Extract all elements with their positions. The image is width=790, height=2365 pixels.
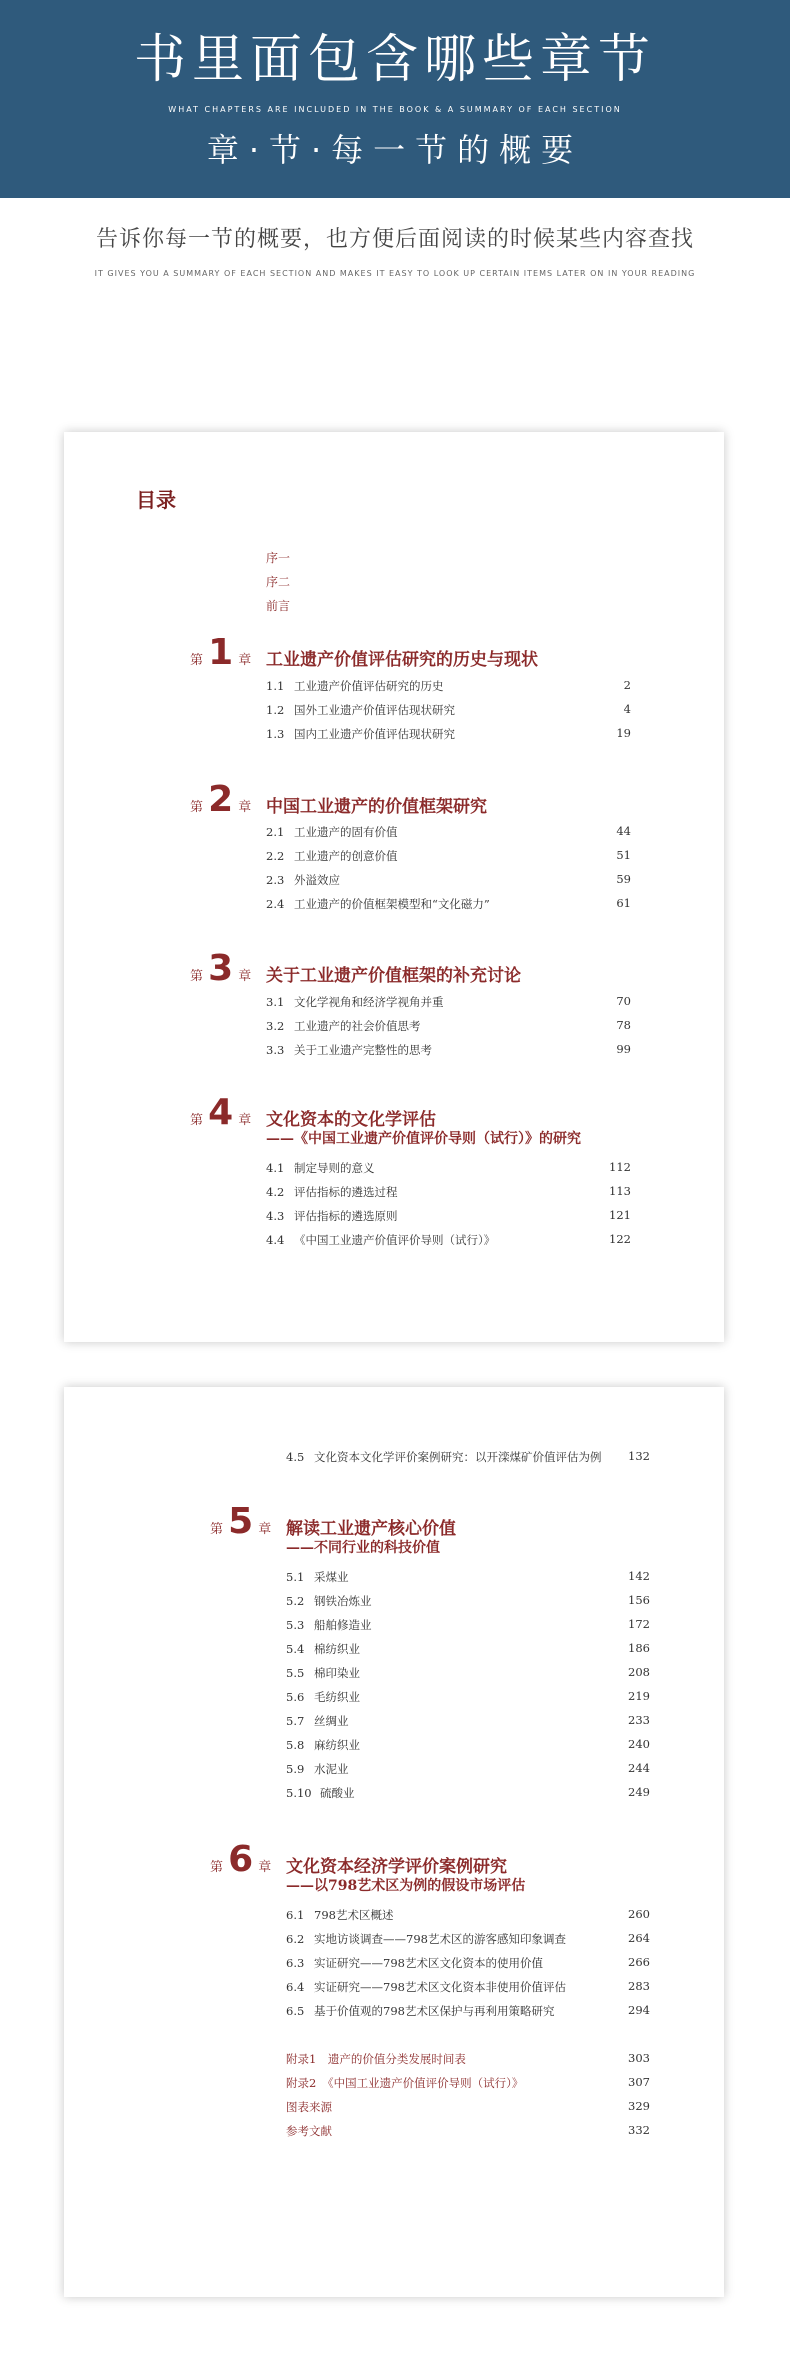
toc-page-number: 240 — [628, 1737, 650, 1751]
toc-entry: 4.5 文化资本文化学评价案例研究：以开滦煤矿价值评估为例 — [286, 1450, 602, 1464]
toc-entry: 4.3 评估指标的遴选原则 — [266, 1209, 398, 1223]
toc-page-number: 233 — [628, 1713, 650, 1727]
toc-page-number: 249 — [628, 1785, 650, 1799]
toc-entry: 6.2 实地访谈调查——798艺术区的游客感知印象调查 — [286, 1932, 566, 1946]
appendix-entry: 图表来源 — [286, 2100, 332, 2114]
toc-page-number: 142 — [628, 1569, 650, 1583]
chapter-title: 中国工业遗产的价值框架研究 — [266, 797, 487, 817]
chapter-title: 解读工业遗产核心价值 — [286, 1519, 456, 1539]
chapter-title: 文化资本的文化学评估 — [266, 1110, 436, 1130]
toc-page-number: 294 — [628, 2003, 650, 2017]
toc-page-2 — [64, 1387, 724, 2297]
toc-page-number: 78 — [616, 1018, 631, 1032]
toc-entry: 5.7 丝绸业 — [286, 1714, 349, 1728]
toc-entry: 1.3 国内工业遗产价值评估现状研究 — [266, 727, 455, 741]
toc-entry: 2.3 外溢效应 — [266, 873, 340, 887]
chapter-number: 第 6 章 — [210, 1839, 272, 1880]
toc-page-number: 59 — [616, 872, 631, 886]
toc-page-number: 61 — [616, 896, 631, 910]
toc-entry: 6.1 798艺术区概述 — [286, 1908, 394, 1922]
toc-entry: 4.1 制定导则的意义 — [266, 1161, 375, 1175]
banner-title: 书里面包含哪些章节 — [133, 30, 656, 90]
toc-page-number: 260 — [628, 1907, 650, 1921]
toc-page-number: 121 — [609, 1208, 631, 1222]
toc-page-number: 112 — [609, 1160, 631, 1174]
toc-entry: 6.5 基于价值观的798艺术区保护与再利用策略研究 — [286, 2004, 555, 2018]
toc-entry: 6.4 实证研究——798艺术区文化资本非使用价值评估 — [286, 1980, 566, 1994]
toc-entry: 2.1 工业遗产的固有价值 — [266, 825, 398, 839]
intro-english-text: IT GIVES YOU A SUMMARY OF EACH SECTION AND MAKES IT EASY TO LOOK UP CERTAIN ITEMS LATER ON IN YOUR READING — [94, 269, 696, 278]
toc-entry: 5.3 船舶修造业 — [286, 1618, 372, 1632]
toc-page-number: 307 — [628, 2075, 650, 2089]
toc-page-number: 266 — [628, 1955, 650, 1969]
toc-entry: 6.3 实证研究——798艺术区文化资本的使用价值 — [286, 1956, 543, 1970]
toc-entry: 5.4 棉纺织业 — [286, 1642, 360, 1656]
appendix-entry: 参考文献 — [286, 2124, 332, 2138]
chapter-number: 第 5 章 — [210, 1501, 272, 1542]
header-banner — [0, 0, 790, 198]
toc-entry: 5.1 采煤业 — [286, 1570, 349, 1584]
chapter-title: 工业遗产价值评估研究的历史与现状 — [266, 650, 538, 670]
chapter-subtitle: ——以798艺术区为例的假设市场评估 — [286, 1878, 526, 1894]
toc-entry: 2.4 工业遗产的价值框架模型和“文化磁力” — [266, 897, 490, 911]
toc-title: 目录 — [136, 488, 176, 512]
toc-entry: 5.6 毛纺织业 — [286, 1690, 360, 1704]
toc-page-number: 332 — [628, 2123, 650, 2137]
appendix-entry: 附录1 遗产的价值分类发展时间表 — [286, 2052, 466, 2066]
toc-entry: 5.10 硫酸业 — [286, 1786, 355, 1800]
toc-page-number: 186 — [628, 1641, 650, 1655]
intro-text: 告诉你每一节的概要，也方便后面阅读的时候某些内容查找 — [95, 227, 694, 252]
chapter-number: 第 2 章 — [190, 779, 252, 820]
toc-page-number: 244 — [628, 1761, 650, 1775]
toc-page-number: 113 — [609, 1184, 631, 1198]
toc-preface-item: 前言 — [266, 599, 291, 613]
toc-page-number: 70 — [616, 994, 631, 1008]
toc-entry: 3.2 工业遗产的社会价值思考 — [266, 1019, 421, 1033]
toc-page-number: 208 — [628, 1665, 650, 1679]
toc-page-number: 132 — [628, 1449, 650, 1463]
chapter-number: 第 3 章 — [190, 948, 252, 989]
toc-page-number: 172 — [628, 1617, 650, 1631]
toc-page-number: 122 — [609, 1232, 631, 1246]
chapter-subtitle: ——不同行业的科技价值 — [286, 1540, 440, 1556]
toc-page-number: 303 — [628, 2051, 650, 2065]
chapter-title: 关于工业遗产价值框架的补充讨论 — [266, 966, 521, 986]
appendix-entry: 附录2 《中国工业遗产价值评价导则（试行）》 — [286, 2076, 524, 2090]
chapter-subtitle: ——《中国工业遗产价值评价导则（试行）》的研究 — [266, 1131, 581, 1147]
chapter-number: 第 1 章 — [190, 632, 252, 673]
toc-page-number: 4 — [623, 702, 631, 716]
toc-page-number: 329 — [628, 2099, 650, 2113]
banner-english-caption: WHAT CHAPTERS ARE INCLUDED IN THE BOOK & A SUMMARY OF EACH SECTION — [168, 105, 622, 114]
toc-preface-item: 序二 — [266, 575, 291, 589]
toc-page-number: 156 — [628, 1593, 650, 1607]
toc-page-number: 283 — [628, 1979, 650, 1993]
toc-entry: 4.2 评估指标的遴选过程 — [266, 1185, 398, 1199]
toc-entry: 4.4 《中国工业遗产价值评价导则（试行）》 — [266, 1233, 496, 1247]
toc-entry: 3.1 文化学视角和经济学视角并重 — [266, 995, 444, 1009]
toc-page-number: 19 — [616, 726, 631, 740]
toc-entry: 1.1 工业遗产价值评估研究的历史 — [266, 679, 444, 693]
toc-preface-item: 序一 — [266, 551, 291, 565]
toc-entry: 5.2 钢铁冶炼业 — [286, 1594, 372, 1608]
toc-entry: 5.8 麻纺织业 — [286, 1738, 360, 1752]
toc-page-number: 264 — [628, 1931, 650, 1945]
toc-entry: 1.2 国外工业遗产价值评估现状研究 — [266, 703, 455, 717]
toc-entry: 5.9 水泥业 — [286, 1762, 349, 1776]
chapter-title: 文化资本经济学评价案例研究 — [286, 1857, 507, 1877]
toc-entry: 2.2 工业遗产的创意价值 — [266, 849, 398, 863]
toc-page-number: 51 — [616, 848, 631, 862]
toc-page-1 — [64, 432, 724, 1342]
banner-subtitle: 章·节·每一节的概要 — [206, 131, 584, 169]
toc-entry: 3.3 关于工业遗产完整性的思考 — [266, 1043, 432, 1057]
chapter-number: 第 4 章 — [190, 1092, 252, 1133]
toc-entry: 5.5 棉印染业 — [286, 1666, 360, 1680]
toc-page-number: 219 — [628, 1689, 650, 1703]
toc-page-number: 44 — [616, 824, 631, 838]
toc-page-number: 99 — [616, 1042, 631, 1056]
toc-page-number: 2 — [623, 678, 631, 692]
